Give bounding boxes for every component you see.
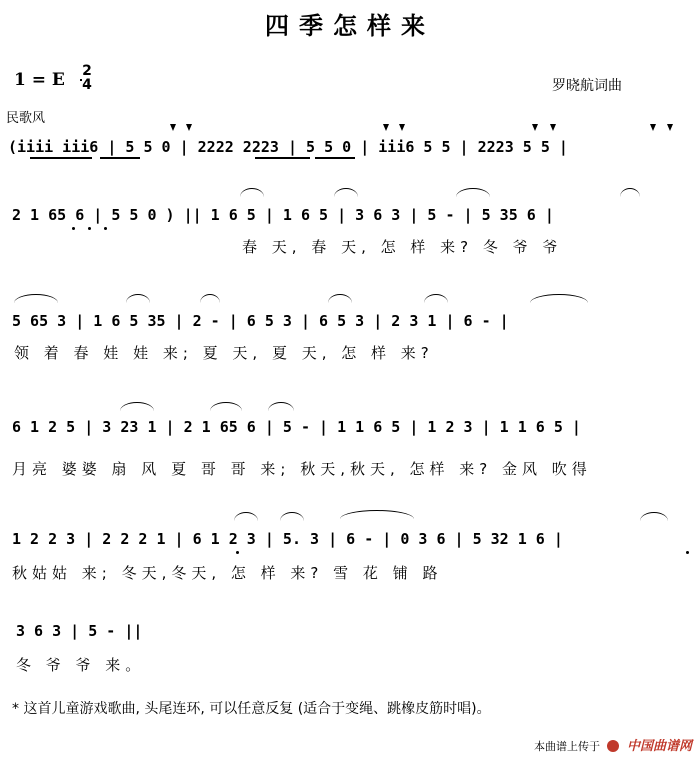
slur: [210, 402, 242, 411]
lyrics-line-5: 秋姑姑 来; 冬天,冬天, 怎 样 来? 雪 花 铺 路: [12, 564, 443, 582]
low-octave-dot: [88, 227, 91, 230]
style-label: 民歌风: [6, 111, 46, 126]
slur: [280, 512, 304, 521]
slur: [120, 402, 154, 411]
upload-text: 本曲谱上传于: [533, 740, 600, 753]
footnote: * 这首儿童游戏歌曲, 头尾连环, 可以任意反复 (适合于变绳、跳橡皮筋时唱)。: [12, 701, 491, 717]
low-octave-dot: [104, 227, 107, 230]
slur: [268, 402, 294, 411]
site-logo-text: 中国曲谱网: [626, 739, 692, 754]
accent-mark: [550, 124, 556, 131]
slur: [530, 294, 588, 303]
accent-mark: [650, 124, 656, 131]
slur: [424, 294, 448, 303]
time-signature: [80, 64, 94, 92]
low-octave-dot: [236, 551, 239, 554]
accent-mark: [532, 124, 538, 131]
accent-mark: [170, 124, 176, 131]
underline: [315, 157, 355, 159]
accent-mark: [186, 124, 192, 131]
accent-mark: [399, 124, 405, 131]
time-signature-bottom: 4: [82, 77, 92, 93]
composer-credit: 罗晓航词曲: [552, 78, 622, 94]
score-line-2: 2 1 65 6 | 5 5 0 ) || 1 6 5 | 1 6 5 | 3 6 3 | 5 - | 5 35 6 |: [12, 206, 554, 224]
slur: [334, 188, 358, 197]
lyrics-line-4: 月亮 婆婆 扇 风 夏 哥 哥 来; 秋天,秋天, 怎样 来? 金风 吹得: [12, 460, 592, 478]
lyrics-line-6: 冬 爷 爷 来。: [16, 656, 146, 674]
time-signature-top: 2: [82, 63, 92, 79]
tie: [340, 510, 414, 519]
score-line-3: 5 65 3 | 1 6 5 35 | 2 - | 6 5 3 | 6 5 3 | 2 3 1 | 6 - |: [12, 312, 509, 330]
slur: [640, 512, 668, 521]
score-line-5: 1 2 2 3 | 2 2 2 1 | 6 1 2 3 | 5. 3 | 6 - | 0 3 6 | 5 32 1 6 |: [12, 530, 563, 548]
site-logo-icon: [607, 740, 619, 752]
slur: [328, 294, 352, 303]
key-signature: 1 = E: [14, 70, 65, 90]
song-title: 四季怎样来: [265, 11, 435, 40]
lyrics-line-2: 春 天, 春 天, 怎 样 来? 冬 爷 爷: [242, 238, 563, 256]
accent-mark: [667, 124, 673, 131]
slur: [456, 188, 490, 197]
low-octave-dot: [686, 551, 689, 554]
score-line-4: 6 1 2 5 | 3 23 1 | 2 1 65 6 | 5 - | 1 1 6 5 | 1 2 3 | 1 1 6 5 |: [12, 418, 581, 436]
lyrics-line-3: 领 着 春 娃 娃 来; 夏 天, 夏 天, 怎 样 来?: [14, 344, 434, 362]
accent-mark: [383, 124, 389, 131]
low-octave-dot: [72, 227, 75, 230]
underline: [100, 157, 140, 159]
slur: [240, 188, 264, 197]
underline: [30, 157, 92, 159]
slur: [200, 294, 220, 303]
underline: [255, 157, 310, 159]
slur: [620, 188, 640, 197]
slur: [126, 294, 150, 303]
slur: [234, 512, 258, 521]
upload-credit: [534, 735, 692, 754]
score-line-6: 3 6 3 | 5 - ||: [16, 622, 143, 640]
score-line-1: (iiii iii6 | 5 5 0 | 2222 2223 | 5 5 0 | iii6 5 5 | 2223 5 5 |: [8, 138, 568, 156]
slur: [14, 294, 58, 303]
